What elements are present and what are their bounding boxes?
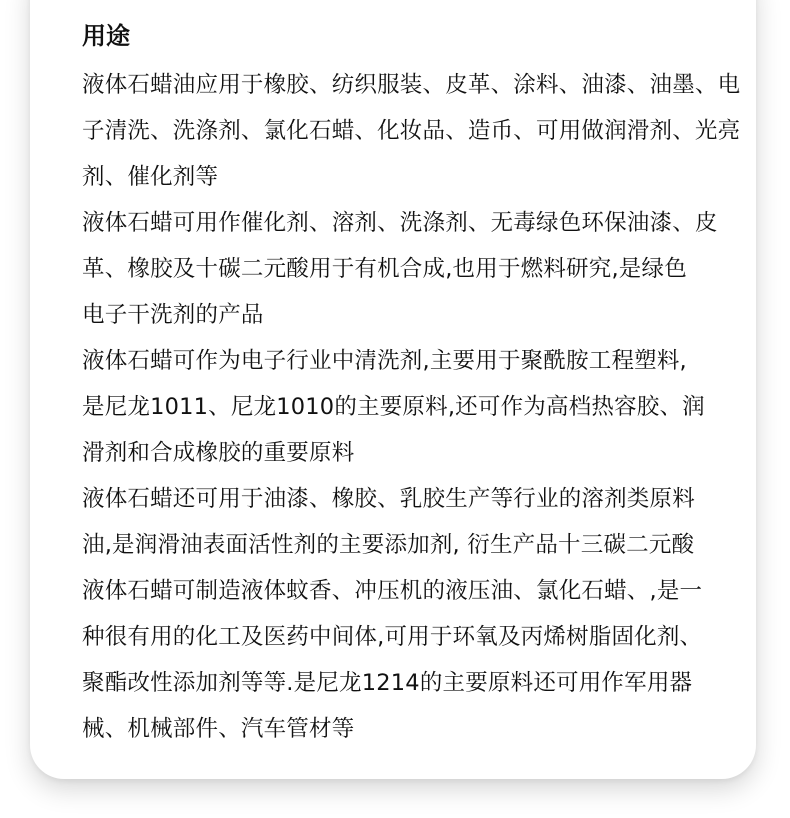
usage-paragraph-2: 液体石蜡可用作催化剂、溶剂、洗涤剂、无毒绿色环保油漆、皮 革、橡胶及十碳二元酸用于有机合成,也用于燃料研究,是绿色 电子干洗剂的产品	[82, 210, 718, 328]
usage-section	[82, 14, 750, 752]
section-title: 用途	[82, 22, 130, 50]
usage-paragraph-1: 液体石蜡油应用于橡胶、纺织服装、皮革、涂料、油漆、油墨、电 子清洗、洗涤剂、氯化石蜡、化妆品、造币、可用做润滑剂、光亮 剂、催化剂等	[82, 72, 741, 190]
usage-paragraph-4: 液体石蜡还可用于油漆、橡胶、乳胶生产等行业的溶剂类原料 油,是润滑油表面活性剂的主要添加剂, 衍生产品十三碳二元酸 液体石蜡可制造液体蚊香、冲压机的液压油、氯化石蜡、,是一 种很有用的化工及医药中间体,可用于环氧及丙烯树脂固化剂、 聚酯改性添加剂等等.是尼龙1214的主要原料还可用作军用器 械、机械部件、汽车管材等	[82, 486, 703, 742]
usage-paragraph-3: 液体石蜡可作为电子行业中清洗剂,主要用于聚酰胺工程塑料, 是尼龙1011、尼龙1010的主要原料,还可作为高档热容胶、润 滑剂和合成橡胶的重要原料	[82, 348, 705, 466]
